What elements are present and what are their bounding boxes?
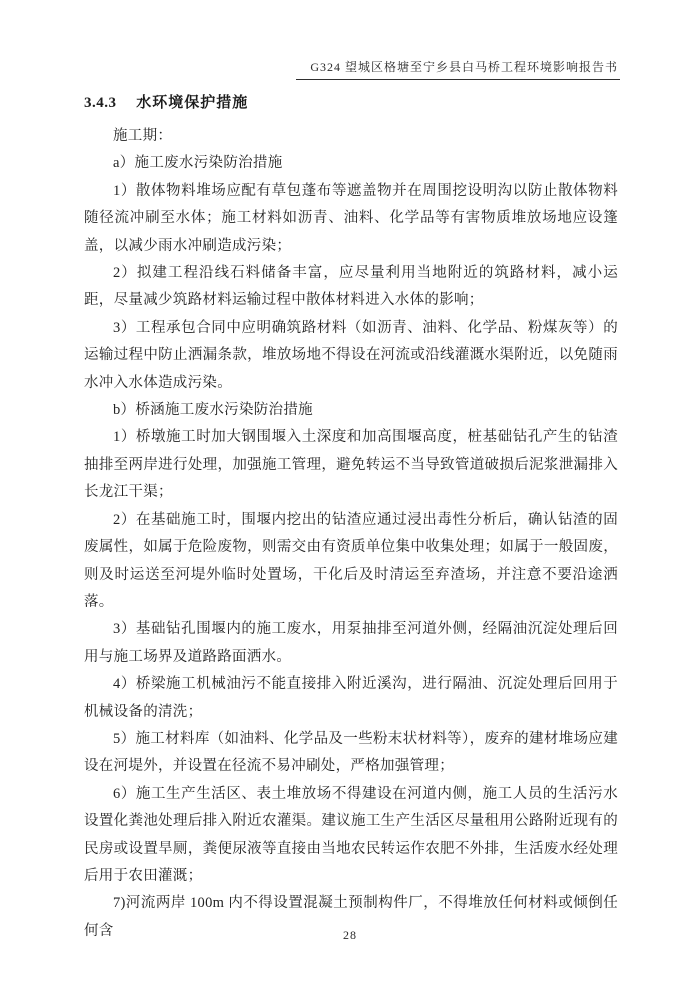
section-heading — [84, 93, 618, 114]
paragraph-a-item-3: 3）工程承包合同中应明确筑路材料（如沥青、油料、化学品、粉煤灰等）的运输过程中防止洒漏条款，堆放场地不得设在河流或沿线灌溉水渠附近，以免随雨水冲入水体造成污染。 — [84, 319, 618, 391]
page-footer — [0, 926, 700, 944]
paragraph-a-item-1: 1）散体物料堆场应配有草包蓬布等遮盖物并在周围挖设明沟以防止散体物料随径流冲刷至水体；施工材料如沥青、油料、化学品等有害物质堆放场地应设篷盖，以减少雨水冲刷造成污染； — [84, 182, 618, 254]
header-title: G324 望城区格塘至宁乡县白马桥工程环境影响报告书 — [296, 58, 620, 80]
paragraph-construction-period: 施工期： — [113, 128, 173, 144]
paragraph-item-b-heading: b）桥涵施工废水污染防治措施 — [113, 402, 313, 419]
paragraph-b-item-3: 3）基础钻孔围堰内的施工废水，用泵抽排至河道外侧，经隔油沉淀处理后回用与施工场界及道路路面洒水。 — [84, 621, 618, 665]
paragraph-b-item-2: 2）在基础施工时，围堰内挖出的钻渣应通过浸出毒性分析后，确认钻渣的固废属性，如属于危险废物，则需交由有资质单位集中收集处理；如属于一般固废，则及时运送至河堤外临时处置场，干化后及时清运至弃渣场，并注意不要沿途洒落。 — [84, 511, 618, 610]
paragraph-item-a-heading: a）施工废水污染防治措施 — [113, 155, 283, 172]
paragraph-b-item-6: 6）施工生产生活区、表土堆放场不得建设在河道内侧，施工人员的生活污水设置化粪池处理后排入附近农灌渠。建议施工生产生活区尽量租用公路附近现有的民房或设置旱厕，粪便尿液等直接由当地农民转运作农肥不外排，生活废水经处理后用于农田灌溉； — [84, 785, 618, 884]
paragraph-b-item-4: 4）桥梁施工机械油污不能直接排入附近溪沟，进行隔油、沉淀处理后回用于机械设备的清洗； — [84, 676, 618, 720]
page-header — [296, 58, 620, 80]
document-content — [84, 93, 618, 945]
paragraph-b-item-1: 1）桥墩施工时加大钢围堰入土深度和加高围堰高度，桩基础钻孔产生的钻渣抽排至两岸进行处理，加强施工管理，避免转运不当导致管道破损后泥浆泄漏排入长龙江干渠； — [84, 429, 618, 501]
paragraph-a-item-2: 2）拟建工程沿线石料储备丰富，应尽量利用当地附近的筑路材料，减小运距，尽量减少筑路材料运输过程中散体材料进入水体的影响； — [84, 265, 618, 309]
paragraph-b-item-5: 5）施工材料库（如油料、化学品及一些粉末状材料等），废弃的建材堆场应建设在河堤外，并设置在径流不易冲刷处，严格加强管理； — [84, 730, 618, 775]
paragraph-b-item-7: 7)河流两岸 100m 内不得设置混凝土预制构件厂，不得堆放任何材料或倾倒任何含 — [84, 895, 618, 939]
page-number: 28 — [343, 928, 357, 942]
section-number: 3.4.3 — [84, 95, 117, 111]
section-title: 水环境保护措施 — [136, 95, 249, 111]
